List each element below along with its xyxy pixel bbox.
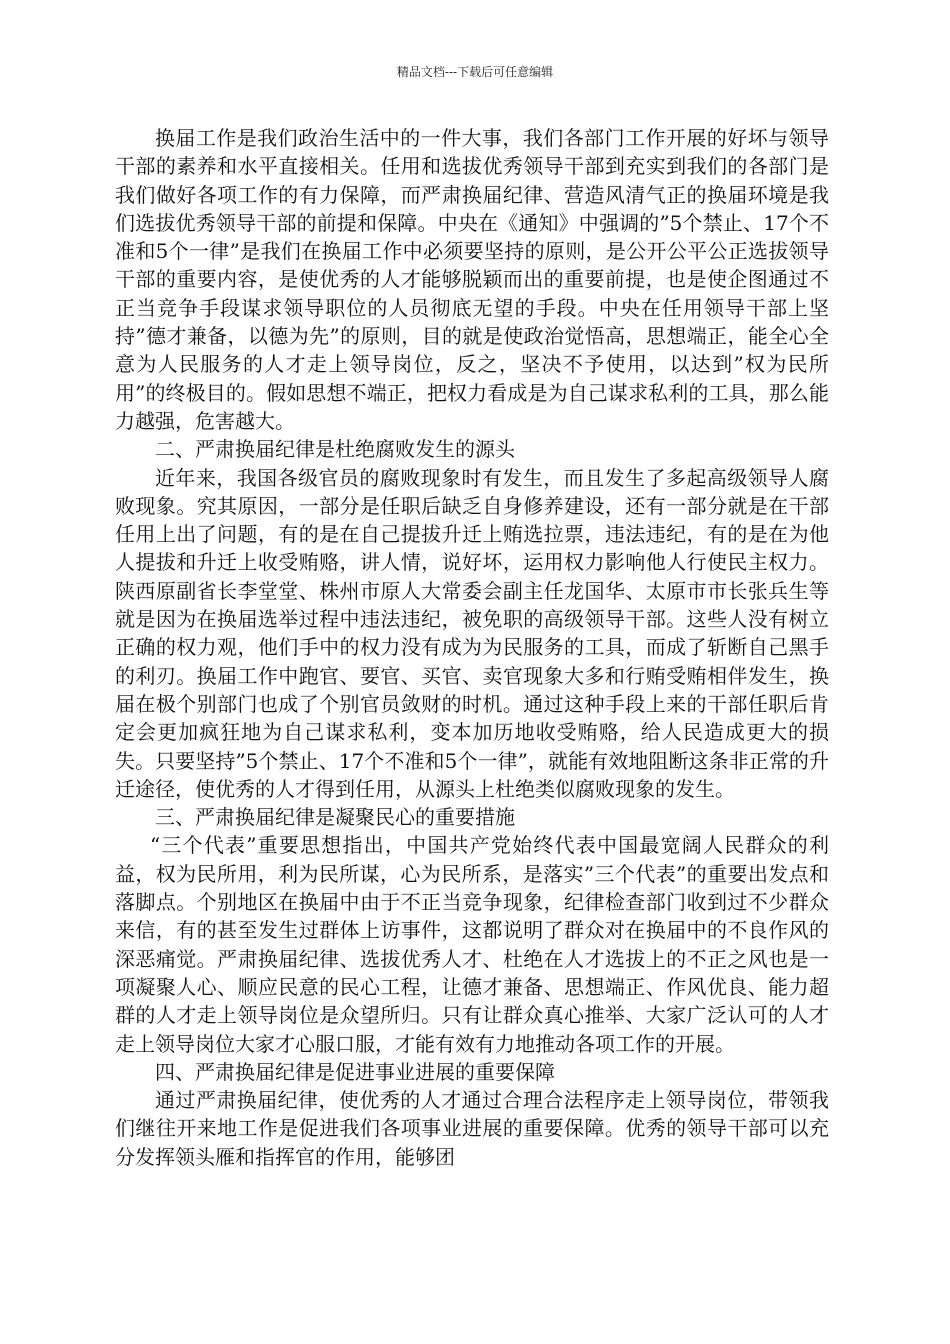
paragraph-section-2: 近年来，我国各级官员的腐败现象时有发生，而且发生了多起高级领导人腐败现象。究其原因，一部分是任职后缺乏自身修养建设，还有一部分就是在干部任用上出了问题，有的是在自己提拔升迁上贿选拉票，违法违纪，有的是在为他人提拔和升迁上收受贿赂，讲人情，说好坏，运用权力影响他人行使民主权力。陕西原副省长李堂堂、株州市原人大常委会副主任龙国华、太原市市长张兵生等就是因为在换届选举过程中违法违纪，被免职的高级领导干部。这些人没有树立正确的权力观，他们手中的权力没有成为为民服务的工具，而成了斩断自己黑手的利刃。换届工作中跑官、要官、买官、卖官现象大多和行贿受贿相伴发生，换届在极个别部门也成了个别官员敛财的时机。通过这种手段上来的干部任职后肯定会更加疯狂地为自己谋求私利，变本加历地收受贿赂，给人民造成更大的损失。只要坚持”5个禁止、17个不准和5个一律”，就能有效地阻断这条非正常的升迁途径，使优秀的人才得到任用，从源头上杜绝类似腐败现象的发生。 xyxy=(115,465,829,801)
section-heading-2: 二、严肃换届纪律是杜绝腐败发生的源头 xyxy=(155,437,515,462)
section-heading-4: 四、严肃换届纪律是促进事业进展的重要保障 xyxy=(155,1059,555,1084)
paragraph-section-4: 通过严肃换届纪律，使优秀的人才通过合理合法程序走上领导岗位，带领我们继往开来地工作是促进我们各项事业进展的重要保障。优秀的领导干部可以充分发挥领头雁和指挥官的作用，能够团 xyxy=(115,1088,829,1169)
document-body xyxy=(115,124,829,1171)
paragraph-section-3: “三个代表”重要思想指出，中国共产党始终代表中国最宽阔人民群众的利益，权为民所用，利为民所谋，心为民所系，是落实”三个代表”的重要出发点和落脚点。个别地区在换届中由于不正当竞争现象，纪律检查部门收到过不少群众来信，有的甚至发生过群体上访事件，这都说明了群众对在换届中的不良作风的深恶痛觉。严肃换届纪律、选拔优秀人才、杜绝在人才选拔上的不正之风也是一项凝聚人心、顺应民意的民心工程，让德才兼备、思想端正、作风优良、能力超群的人才走上领导岗位是众望所归。只有让群众真心推举、大家广泛认可的人才走上领导岗位大家才心服口服，才能有效有力地推动各项工作的开展。 xyxy=(115,833,829,1056)
section-heading-3: 三、严肃换届纪律是凝聚民心的重要措施 xyxy=(155,805,515,830)
paragraph-intro: 换届工作是我们政治生活中的一件大事，我们各部门工作开展的好坏与领导干部的素养和水平直接相关。任用和选拔优秀领导干部到充实到我们的各部门是我们做好各项工作的有力保障，而严肃换届纪律、营造风清气正的换届环境是我们选拔优秀领导干部的前提和保障。中央在《通知》中强调的”5个禁止、17个不准和5个一律”是我们在换届工作中必须要坚持的原则，是公开公平公正选拔领导干部的重要内容，是使优秀的人才能够脱颖而出的重要前提，也是使企图通过不正当竞争手段谋求领导职位的人员彻底无望的手段。中央在任用领导干部上坚持”德才兼备，以德为先”的原则，目的就是使政治觉悟高，思想端正，能全心全意为人民服务的人才走上领导岗位，反之，坚决不予使用，以达到”权为民所用”的终极目的。假如思想不端正，把权力看成是为自己谋求私利的工具，那么能力越强，危害越大。 xyxy=(115,126,829,433)
page-header: 精品文档---下载后可任意编辑 xyxy=(396,65,554,79)
